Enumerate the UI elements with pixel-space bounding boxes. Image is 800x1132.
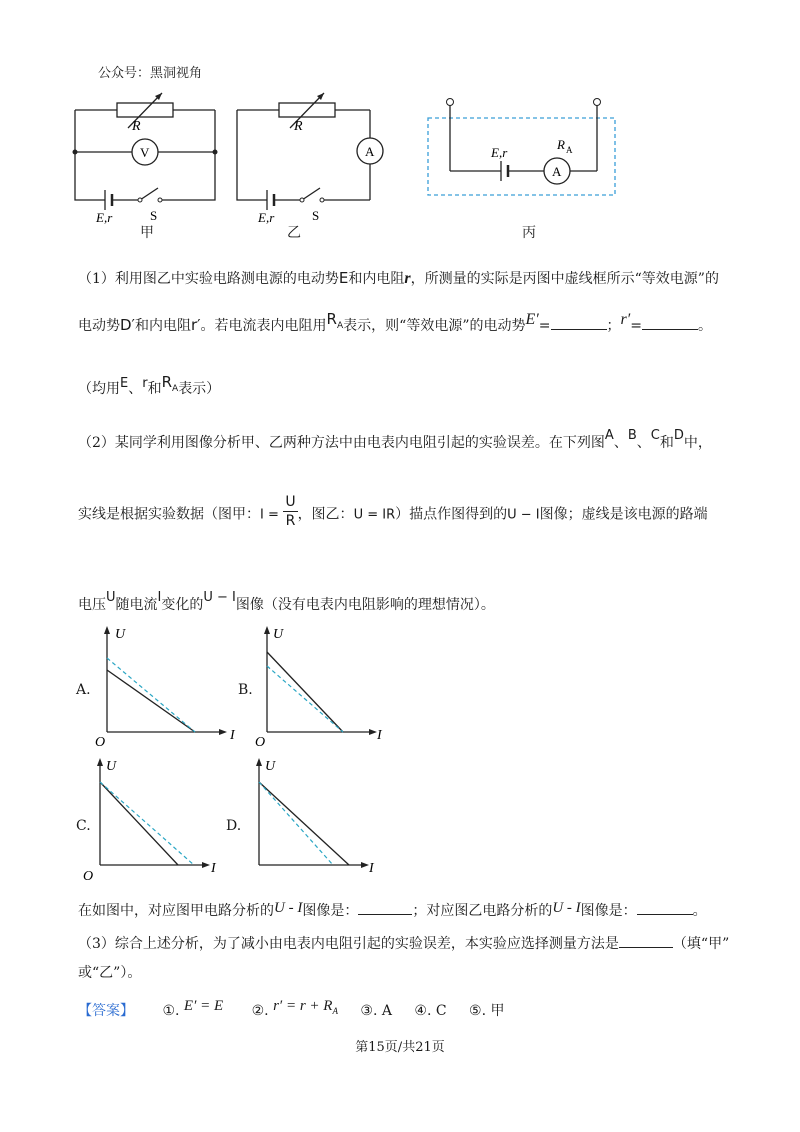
q2-line1: （2）某同学利用图像分析甲、乙两种方法中由电表内电阻引起的实验误差。在下列图A、B、C和D中， xyxy=(78,428,712,451)
bing-RA-sub: A xyxy=(566,145,573,155)
graph-B-label: B. xyxy=(238,682,253,698)
graph-D xyxy=(247,752,397,882)
graph-D-U: U xyxy=(265,759,276,774)
jia-R-label: R xyxy=(132,119,141,134)
graph-A-I: I xyxy=(230,728,235,743)
jia-battery-label: E,r xyxy=(96,210,113,225)
graph-B-U: U xyxy=(273,627,284,642)
graph-C-I: I xyxy=(211,861,216,876)
graph-B xyxy=(255,622,405,750)
q2-answer-line: 在如图中，对应图甲电路分析的U - I图像是： ；对应图乙电路分析的U - I图像是： 。 xyxy=(78,900,707,919)
circuit-bing xyxy=(425,95,625,205)
q2-line3: 电压U随电流I变化的U − I图像（没有电表内电阻影响的理想情况）。 xyxy=(78,590,495,613)
ammeter-label: A xyxy=(365,144,375,159)
circuit-jia xyxy=(70,90,220,235)
graph-D-I: I xyxy=(369,861,374,876)
graph-C xyxy=(83,752,238,884)
bing-ammeter-label: A xyxy=(552,164,562,179)
graph-A-U: U xyxy=(115,627,126,642)
yi-R-label: R xyxy=(294,119,303,134)
answer-blank-method[interactable] xyxy=(619,935,673,948)
graph-B-I: I xyxy=(377,728,382,743)
yi-battery-label: E,r xyxy=(258,210,275,225)
graph-D-label: D. xyxy=(226,818,242,834)
yi-switch-label: S xyxy=(312,208,320,223)
answer-tag: 【答案】 xyxy=(78,1003,134,1019)
bing-battery-label: E,r xyxy=(491,145,508,160)
q1-line1: （1）利用图乙中实验电路测电源的电动势E和内电阻r，所测量的实际是丙图中虚线框所示“等效电源”的 xyxy=(78,269,719,287)
page-footer: 第15页/共21页 xyxy=(355,1040,445,1055)
voltmeter-label: V xyxy=(140,145,150,160)
graph-C-O: O xyxy=(83,869,94,884)
graph-A xyxy=(95,622,245,750)
answer-blank-jia-graph[interactable] xyxy=(358,902,412,915)
caption-yi: 乙 xyxy=(287,225,301,241)
graph-C-label: C. xyxy=(76,818,91,834)
q2-line2: 实线是根据实验数据（图甲：I = $\frac{U}{R}$ ，图乙：U = IR）描点作图得到的U − I图像；虚线是该电源的路端 xyxy=(78,494,708,529)
graph-A-O: O xyxy=(95,735,106,750)
bing-RA-label: R xyxy=(557,137,565,152)
graph-A-label: A. xyxy=(76,682,91,698)
answer-line: 【答案】 ①. E′ = E ②. r′ = r + RA ③. A ④. C ⑤. 甲 xyxy=(78,998,505,1019)
jia-switch-label: S xyxy=(150,208,158,223)
answer-blank-E[interactable] xyxy=(551,317,607,330)
circuit-yi xyxy=(232,90,382,235)
answer-blank-yi-graph[interactable] xyxy=(637,902,693,915)
caption-bing: 丙 xyxy=(522,225,536,241)
q1-note: （均用E、r和RA表示） xyxy=(78,373,221,397)
graph-B-O: O xyxy=(255,735,266,750)
graph-C-U: U xyxy=(106,759,117,774)
q1-line2: 电动势D′和内电阻r′。若电流表内电阻用RA表示，则“等效电源”的电动势E′= ；r′= 。 xyxy=(78,310,712,334)
q3-line2: 或“乙”）。 xyxy=(78,965,142,981)
q3-line1: （3）综合上述分析，为了减小由电表内电阻引起的实验误差，本实验应选择测量方法是 （填“甲” xyxy=(78,936,730,952)
watermark: 公众号：黑洞视角 xyxy=(98,66,203,81)
answer-blank-r[interactable] xyxy=(642,317,698,330)
caption-jia: 甲 xyxy=(140,225,154,241)
